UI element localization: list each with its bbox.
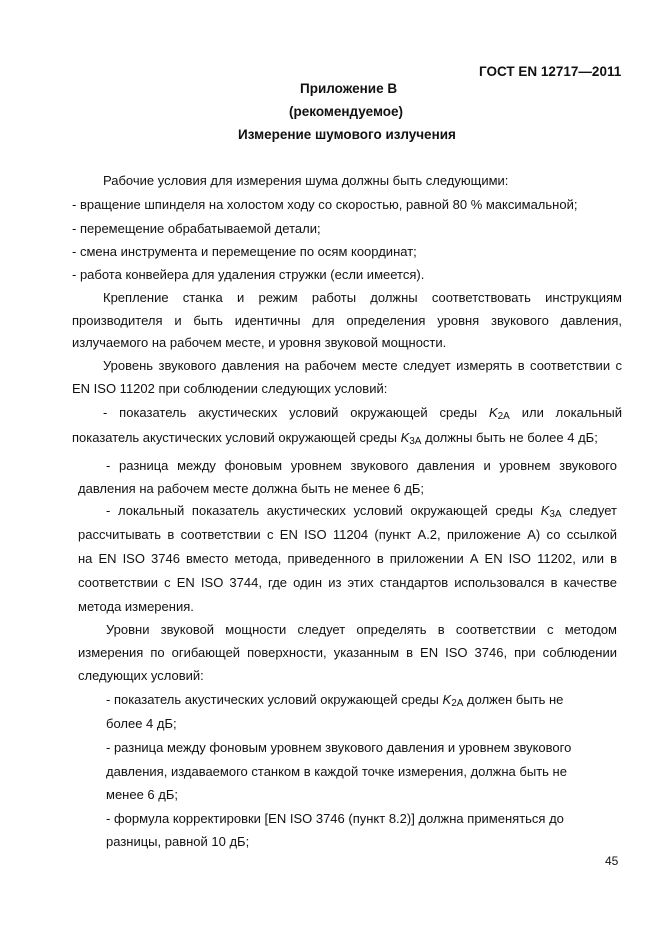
symbol-subscript: 3A — [409, 436, 422, 447]
list-item: - формула корректировки [EN ISO 3746 (пункт 8.2)] должна применяться до — [106, 811, 564, 826]
text-line: производителя и быть идентичны для определения уровня звукового давления, — [72, 313, 622, 328]
symbol-k2a — [443, 692, 464, 707]
text-line: давления на рабочем месте должна быть не менее 6 дБ; — [78, 481, 425, 496]
page-number: 45 — [605, 854, 619, 868]
list-item: - работа конвейера для удаления стружки (если имеется). — [72, 267, 425, 282]
symbol-letter: K — [488, 405, 498, 420]
standard-code: ГОСТ EN 12717—2011 — [479, 64, 622, 79]
text-fragment: должен быть не — [467, 692, 564, 707]
text-line: Уровни звуковой мощности следует определять в соответствии с методом — [106, 622, 617, 637]
text-line: - разница между фоновым уровнем звукового давления и уровнем звукового — [106, 458, 617, 473]
text-line: Рабочие условия для измерения шума должны быть следующими: — [103, 173, 509, 188]
text-fragment: показатель акустических условий окружающей среды — [72, 430, 397, 445]
text-line: давления, издаваемого станком в каждой точке измерения, должна быть не — [106, 764, 567, 779]
text-line: разницы, равной 10 дБ; — [106, 834, 250, 849]
list-item: - смена инструмента и перемещение по осям координат; — [72, 244, 417, 259]
symbol-k2a — [489, 405, 510, 420]
text-line: EN ISO 11202 при соблюдении следующих условий: — [72, 381, 388, 396]
appendix-subject: Измерение шумового излучения — [238, 127, 456, 142]
text-line: менее 6 дБ; — [106, 787, 178, 802]
text-line: более 4 дБ; — [106, 716, 177, 731]
symbol-letter: K — [540, 503, 550, 518]
text-fragment: - локальный показатель акустических условий окружающей среды — [106, 503, 534, 518]
text-fragment: следует — [569, 503, 617, 518]
list-item: - перемещение обрабатываемой детали; — [72, 221, 321, 236]
list-item — [106, 692, 563, 712]
text-fragment: - показатель акустических условий окружающей среды — [103, 405, 478, 420]
text-line — [72, 430, 598, 450]
text-line: измерения по огибающей поверхности, указанным в EN ISO 3746, при соблюдении — [78, 645, 617, 660]
symbol-letter: K — [442, 692, 452, 707]
text-line — [106, 503, 617, 519]
text-line — [103, 405, 622, 421]
text-line: Крепление станка и режим работы должны соответствовать инструкциям — [103, 290, 622, 305]
symbol-k3a — [541, 503, 562, 518]
text-line: метода измерения. — [78, 599, 194, 614]
text-line: излучаемого на рабочем месте, и уровня звуковой мощности. — [72, 335, 447, 350]
symbol-subscript: 3A — [549, 509, 562, 519]
list-item: - разница между фоновым уровнем звукового давления и уровнем звукового — [106, 740, 572, 755]
text-fragment: или локальный — [521, 405, 622, 420]
symbol-k3a — [401, 430, 422, 445]
text-line: рассчитывать в соответствии с EN ISO 11204 (пункт А.2, приложение А) со ссылкой — [78, 527, 617, 542]
text-line: соответствии с EN ISO 3744, где один из этих стандартов использовался в качестве — [78, 575, 617, 590]
appendix-title: Приложение В — [300, 81, 398, 96]
list-item: - вращение шпинделя на холостом ходу со скоростью, равной 80 % максимальной; — [72, 197, 578, 212]
text-fragment: - показатель акустических условий окружающей среды — [106, 692, 439, 707]
symbol-subscript: 2A — [451, 698, 464, 709]
text-line: Уровень звукового давления на рабочем месте следует измерять в соответствии с — [103, 358, 622, 373]
appendix-status: (рекомендуемое) — [289, 104, 403, 119]
text-line: следующих условий: — [78, 668, 204, 683]
symbol-subscript: 2A — [497, 411, 510, 421]
text-line: на EN ISO 3746 вместо метода, приведенного в приложении А EN ISO 11202, или в — [78, 551, 617, 566]
text-fragment: должны быть не более 4 дБ; — [425, 430, 598, 445]
symbol-letter: K — [400, 430, 410, 445]
